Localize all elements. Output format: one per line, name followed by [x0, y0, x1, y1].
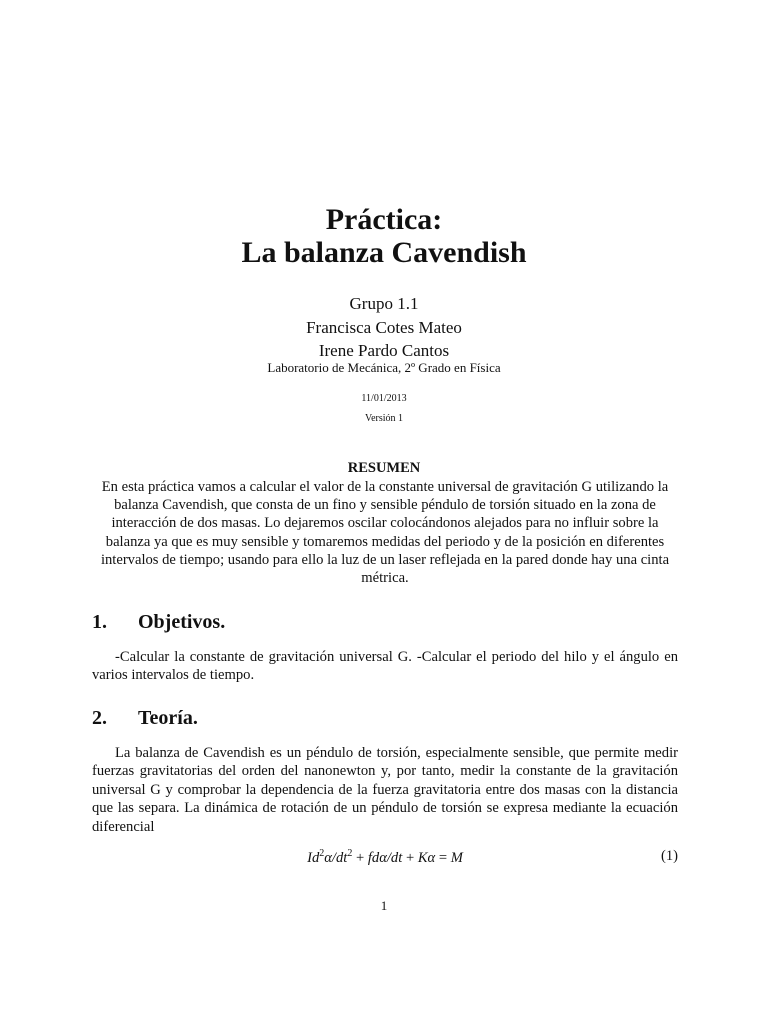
section-number: 1.: [92, 611, 107, 633]
equation-number: (1): [660, 848, 678, 864]
paper-title: [0, 203, 768, 269]
title-line-2: La balanza Cavendish: [241, 236, 527, 269]
author-block: [0, 292, 768, 363]
section-paragraph: -Calcular la constante de gravitación universal G. -Calcular el periodo del hilo y el ángulo en varios intervalos de tiempo.: [92, 649, 678, 684]
section-number: 2.: [92, 707, 107, 729]
abstract-body: En esta práctica vamos a calcular el valor de la constante universal de gravitación G utilizando la balanza Cavendish, que consta de un fino y sensible péndulo de torsión situado en la zona de interacción de dos masas. Lo dejaremos oscilar colocándonos alejados para no influir sobre la balanza ya que es muy sensible y tomaremos medidas del periodo y de la posición en diferentes intervalos de tiempo; usando para ello la luz de un laser reflejada en la pared donde hay una cinta métrica.: [100, 479, 670, 587]
equation-expression: $Id^2\alpha/dt^2 + fd\alpha/dt + K\alpha = M$: [307, 848, 463, 866]
section-title: Objetivos.: [138, 611, 226, 633]
page-number: 1: [380, 898, 388, 913]
abstract-heading: RESUMEN: [347, 460, 421, 476]
author-name: Irene Pardo Cantos: [318, 341, 450, 360]
author-name: Francisca Cotes Mateo: [306, 317, 462, 337]
section-heading: [92, 611, 225, 634]
version-label: Versión 1: [364, 413, 404, 424]
section-paragraph: La balanza de Cavendish es un péndulo de torsión, especialmente sensible, que permite medir fuerzas gravitatorias del orden del nanonewton y, por tanto, medir la constante de la gravitación universal G y comprobar la dependencia de la fuerza gravitatoria entre dos masas con la distancia que las separa. La dinámica de rotación de un péndulo de torsión se expresa mediante la ecuación diferencial: [92, 745, 678, 835]
section-title: Teoría.: [138, 707, 198, 729]
section-heading: [92, 707, 198, 730]
title-line-1: Práctica:: [325, 203, 443, 236]
date: 11/01/2013: [361, 393, 407, 404]
affiliation: Laboratorio de Mecánica, 2º Grado en Física: [267, 360, 501, 375]
group-label: Grupo 1.1: [349, 294, 419, 313]
